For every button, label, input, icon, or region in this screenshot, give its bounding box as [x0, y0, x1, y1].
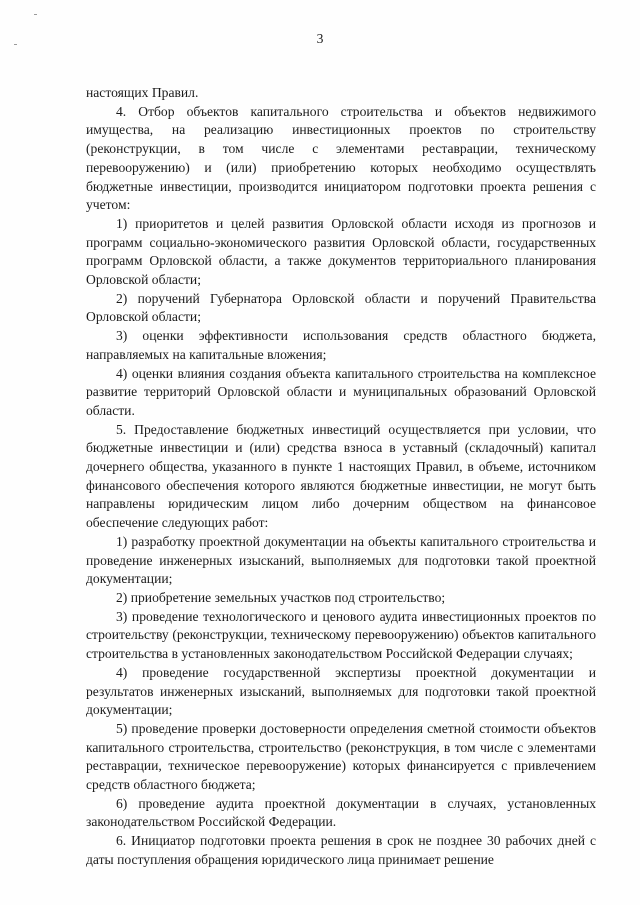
scan-speck: [34, 14, 37, 15]
page-number: 3: [316, 31, 324, 46]
paragraph: 5) проведение проверки достоверности определения сметной стоимости объектов капитального строительства, строительство (реконструкция, в том числе с элементами реставрации, техническое перевооружение) которых финансируется с привлечением средств областного бюджета;: [86, 720, 596, 793]
paragraph: 3) проведение технологического и ценового аудита инвестиционных проектов по строительству (реконструкции, техническому перевооружению) объектов капитального строительства в установленных законодательством Российской Федерации случаях;: [86, 608, 596, 662]
paragraph: 4. Отбор объектов капитального строительства и объектов недвижимого имущества, на реализацию инвестиционных проектов по строительству (реконструкции, в том числе с элементами реставрации, техническому перевооружению) и (или) приобретению которых необходимо осуществлять бюджетные инвестиции, производится инициатором подготовки проекта решения с учетом:: [86, 103, 596, 213]
paragraph: настоящих Правил.: [86, 85, 199, 100]
paragraph: 4) проведение государственной экспертизы проектной документации и результатов инженерных изысканий, выполняемых для подготовки такой проектной документации;: [86, 664, 596, 718]
paragraph: 2) поручений Губернатора Орловской области и поручений Правительства Орловской области;: [86, 290, 596, 325]
paragraph: 5. Предоставление бюджетных инвестиций осуществляется при условии, что бюджетные инвестиции и (или) средства взноса в уставный (складочный) капитал дочернего общества, указанного в пункте 1 настоящих Правил, в объеме, источником финансового обеспечения которого являются бюджетные инвестиции, не могут быть направлены юридическим лицом либо дочерним обществом на финансовое обеспечение следующих работ:: [86, 421, 596, 531]
paragraph: 1) приоритетов и целей развития Орловской области исходя из прогнозов и программ социально-экономического развития Орловской области, государственных программ Орловской области, а также документов территориального планирования Орловской области;: [86, 215, 596, 288]
paragraph: 2) приобретение земельных участков под строительство;: [116, 589, 446, 605]
paragraph: 1) разработку проектной документации на объекты капитального строительства и проведение инженерных изысканий, выполняемых для подготовки такой проектной документации;: [86, 533, 596, 587]
document-body: [86, 84, 596, 870]
paragraph: 6) проведение аудита проектной документации в случаях, установленных законодательством Российской Федерации.: [86, 795, 596, 830]
paragraph: 6. Инициатор подготовки проекта решения в срок не позднее 30 рабочих дней с даты поступления обращения юридического лица принимает решение: [86, 833, 596, 867]
paragraph: 3) оценки эффективности использования средств областного бюджета, направляемых на капитальные вложения;: [86, 328, 596, 362]
paragraph: 4) оценки влияния создания объекта капитального строительства на комплексное развитие территорий Орловской области и муниципальных образований Орловской области.: [86, 365, 596, 418]
